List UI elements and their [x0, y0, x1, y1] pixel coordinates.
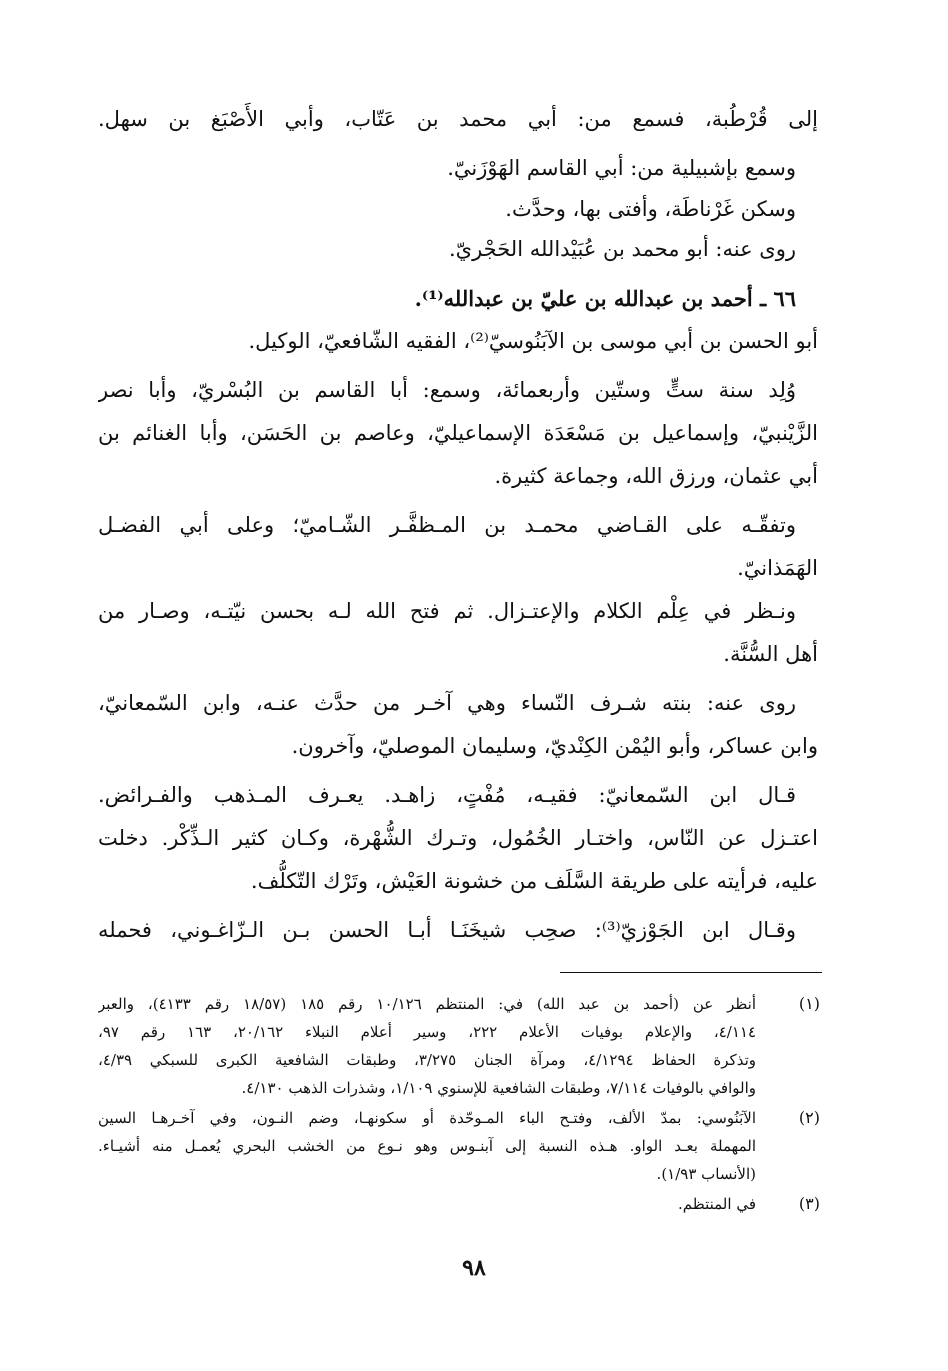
text-line: ونـظر في عِلْم الكلام والإعتـزال. ثم فتح الله لـه بحسن نيّتـه، وصـار من — [98, 599, 796, 623]
page-number: ٩٨ — [462, 1255, 486, 1281]
footnote-number: (٣) — [798, 1194, 820, 1213]
text-line: وابن عساكر، وأبو اليُمْن الكِنْديّ، وسليمان الموصليّ، وآخرون. — [291, 734, 818, 758]
text-line: وسكن غَرْناطَة، وأفتى بها، وحدَّث. — [505, 197, 796, 221]
text-line: وُلِد سنة ستٍّ وستّين وأربعمائة، وسمع: أبا القاسم بن البُسْريّ، وأبا نصر — [98, 378, 796, 402]
text-line: أبو الحسن بن أبي موسى بن الآبَنُوسيّ⁽²⁾، الفقيه الشّافعيّ، الوكيل. — [248, 329, 818, 353]
footnote-line: وتذكرة الحفاظ ٤/١٢٩٤، ومرآة الجنان ٣/٢٧٥، وطبقات الشافعية الكبرى للسبكي ٤/٣٩، — [98, 1051, 756, 1069]
text-line: قـال ابن السّمعانيّ: فقيـه، مُفْتٍ، زاهـد. يعـرف المـذهب والفـرائض. — [98, 783, 796, 807]
main-text — [98, 98, 818, 952]
footnote — [98, 1190, 820, 1218]
footnote-number: (١) — [798, 994, 820, 1013]
footnote — [98, 1104, 820, 1188]
footnote-number: (٢) — [798, 1108, 820, 1127]
text-line: أهل السُّنَّة. — [723, 642, 818, 666]
footnote-divider — [560, 972, 822, 973]
footnote — [98, 990, 820, 1102]
text-line: روى عنه: أبو محمد بن عُبَيْدالله الحَجْريّ. — [448, 237, 796, 261]
text-line: روى عنه: بنته شـرف النّساء وهي آخـر من حدَّث عنـه، وابن السّمعانيّ، — [98, 691, 796, 715]
text-line: إلى قُرْطُبة، فسمع من: أبي محمد بن عَتّاب، وأبي الأَصْبَغ بن سهل. — [98, 107, 818, 131]
footnote-line: المهملة بعـد الواو. هـذه النسبة إلى آبنـوس وهو نـوع من الخشب البحري يُعمـل منه أشيـاء. — [98, 1137, 756, 1155]
footnote-line: في المنتظم. — [678, 1195, 756, 1213]
footnote-line: ٤/١١٤، والإعلام بوفيات الأعلام ٢٢٢، وسير أعلام النبلاء ٢٠/١٦٢، ١٦٣ رقم ٩٧، — [98, 1023, 756, 1041]
footnote-line: الآبَنُوسي: بمدّ الألف، وفتـح الباء المـوحّدة أو سكونهـا، وضم النـون، وفي آخـرهـا السين — [98, 1109, 756, 1127]
text-line: وتفقّـه على القـاضي محمـد بن المـظفَّـر الشّـاميّ؛ وعلى أبي الفضـل — [98, 513, 796, 537]
footnotes — [98, 990, 820, 1220]
text-line: وسمع بإشبيلية من: أبي القاسم الهَوْزَنيّ. — [447, 156, 796, 180]
text-line: الهَمَذانيّ. — [737, 556, 818, 580]
text-line: وقـال ابن الجَوْزيّ⁽³⁾: صحِب شيخَنَـا أبـا الحسن بـن الـزّاغـوني، فحمله — [98, 918, 796, 942]
text-line: الزَّيْنبيّ، وإسماعيل بن مَسْعَدَة الإسماعيليّ، وعاصم بن الحَسَن، وأبا الغنائم بن — [98, 421, 818, 445]
footnote-line: والوافي بالوفيات ٧/١١٤، وطبقات الشافعية للإسنوي ١/١٠٩، وشذرات الذهب ٤/١٣٠. — [241, 1079, 756, 1097]
footnote-line: (الأنساب ١/٩٣). — [656, 1165, 756, 1183]
footnote-line: أنظر عن (أحمد بن عبد الله) في: المنتظم ١٠/١٢٦ رقم ١٨٥ (١٨/٥٧ رقم ٤١٣٣)، والعبر — [98, 995, 756, 1013]
text-line: أبي عثمان، ورزق الله، وجماعة كثيرة. — [494, 464, 818, 488]
text-line: اعتـزل عن النّاس، واختـار الخُمُول، وتـرك الشُّهْرة، وكـان كثير الـذِّكْر. دخلت — [98, 826, 818, 850]
entry-heading: ٦٦ ـ أحمد بن عبدالله بن عليّ بن عبدالله⁽¹⁾. — [414, 286, 796, 311]
text-line: عليه، فرأيته على طريقة السَّلَف من خشونة العَيْش، وتَرْك التّكلُّف. — [250, 869, 818, 893]
